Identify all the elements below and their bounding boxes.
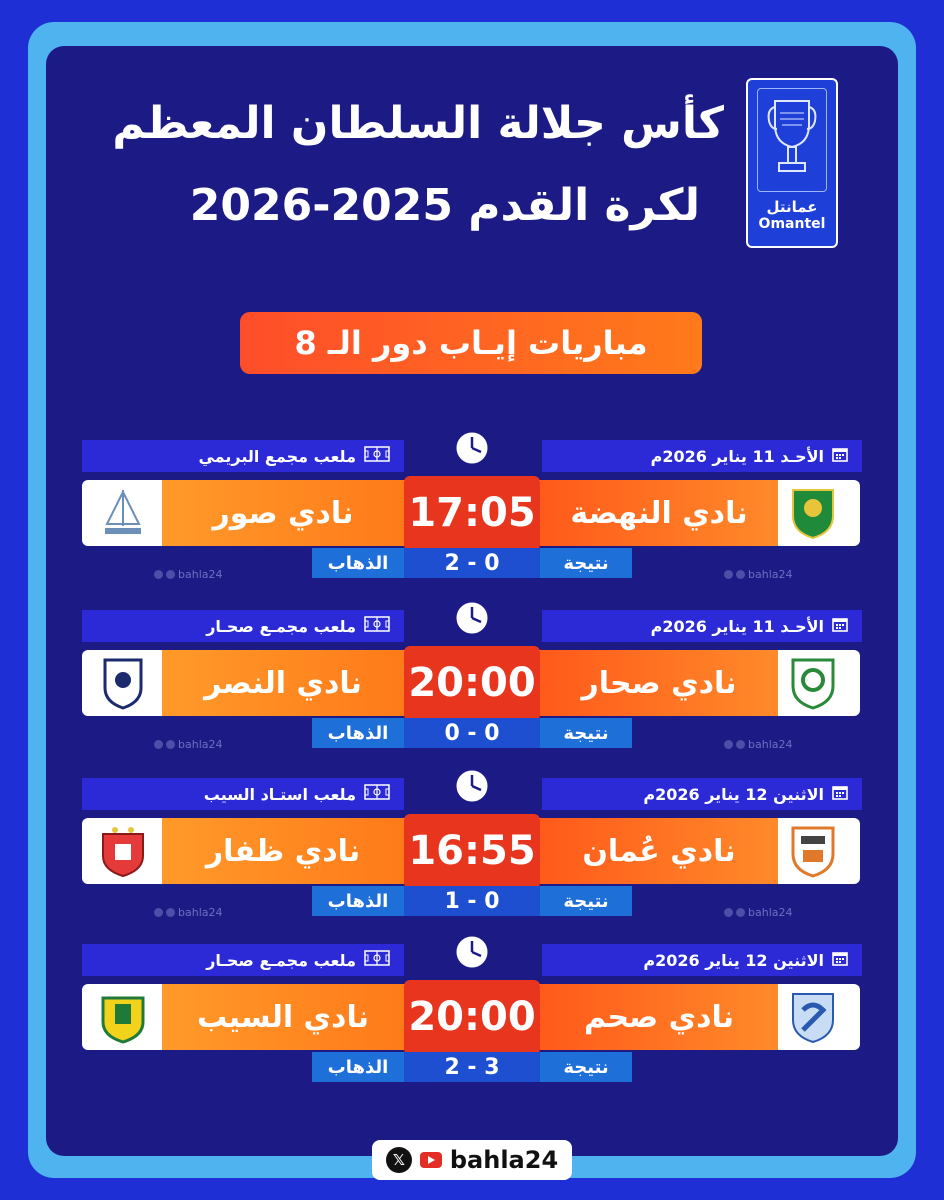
result-label: نتيجة (540, 548, 632, 578)
crest-icon (784, 484, 842, 542)
match-venue: ملعب استـاد السيب (82, 778, 404, 810)
trophy-icon (757, 88, 827, 192)
kickoff-time: 20:00 (404, 646, 540, 720)
watermark: bahla24 (154, 568, 223, 581)
home-team: نادي عُمان (540, 818, 778, 884)
match-card (82, 440, 862, 580)
page-title: كأس جلالة السلطان المعظم (112, 98, 724, 149)
watermark: bahla24 (724, 738, 793, 751)
leg-label: الذهاب (312, 718, 404, 748)
match-card (82, 778, 862, 918)
home-team: نادي النهضة (540, 480, 778, 546)
match-venue: ملعب مجمـع صحـار (82, 610, 404, 642)
away-team: نادي صور (162, 480, 404, 546)
away-team: نادي السيب (162, 984, 404, 1050)
calendar-icon (832, 446, 848, 466)
result-label: نتيجة (540, 718, 632, 748)
pitch-icon (364, 616, 390, 636)
round-banner: مباريات إيـاب دور الـ 8 (240, 312, 702, 374)
crest-icon (94, 988, 152, 1046)
crest-icon (784, 988, 842, 1046)
crest-icon (94, 822, 152, 880)
clock-icon (452, 932, 492, 972)
match-date: الاثنين 12 يناير 2026م (542, 778, 862, 810)
match-date: الأحـد 11 يناير 2026م (542, 440, 862, 472)
kickoff-time: 20:00 (404, 980, 540, 1054)
watermark: bahla24 (154, 906, 223, 919)
pitch-icon (364, 446, 390, 466)
clock-icon (452, 428, 492, 468)
crest-icon (784, 654, 842, 712)
kickoff-time: 16:55 (404, 814, 540, 888)
first-leg-score: 0 - 0 (404, 718, 540, 748)
crest-icon (94, 484, 152, 542)
cup-logo (746, 78, 838, 248)
youtube-icon (420, 1152, 442, 1168)
pitch-icon (364, 950, 390, 970)
x-icon: 𝕏 (386, 1147, 412, 1173)
first-leg-score: 1 - 0 (404, 886, 540, 916)
match-card (82, 610, 862, 750)
leg-label: الذهاب (312, 886, 404, 916)
result-label: نتيجة (540, 886, 632, 916)
clock-icon (452, 598, 492, 638)
brand-ar: عمانتل (766, 198, 818, 216)
home-team: نادي صحار (540, 650, 778, 716)
match-venue: ملعب مجمـع صحـار (82, 944, 404, 976)
result-label: نتيجة (540, 1052, 632, 1082)
page-subtitle: لكرة القدم 2025-2026 (189, 180, 700, 231)
match-venue: ملعب مجمع البريمي (82, 440, 404, 472)
home-team: نادي صحم (540, 984, 778, 1050)
watermark: bahla24 (154, 738, 223, 751)
social-handle[interactable] (372, 1140, 572, 1180)
kickoff-time: 17:05 (404, 476, 540, 550)
brand-en: Omantel (758, 216, 826, 232)
crest-icon (784, 822, 842, 880)
leg-label: الذهاب (312, 548, 404, 578)
match-date: الأحـد 11 يناير 2026م (542, 610, 862, 642)
calendar-icon (832, 616, 848, 636)
watermark: bahla24 (724, 568, 793, 581)
pitch-icon (364, 784, 390, 804)
first-leg-score: 2 - 0 (404, 548, 540, 578)
clock-icon (452, 766, 492, 806)
away-team: نادي ظفار (162, 818, 404, 884)
first-leg-score: 2 - 3 (404, 1052, 540, 1082)
leg-label: الذهاب (312, 1052, 404, 1082)
match-card (82, 944, 862, 1084)
away-team: نادي النصر (162, 650, 404, 716)
calendar-icon (832, 950, 848, 970)
handle-text: bahla24 (449, 1146, 559, 1174)
crest-icon (94, 654, 152, 712)
calendar-icon (832, 784, 848, 804)
watermark: bahla24 (724, 906, 793, 919)
match-date: الاثنين 12 يناير 2026م (542, 944, 862, 976)
